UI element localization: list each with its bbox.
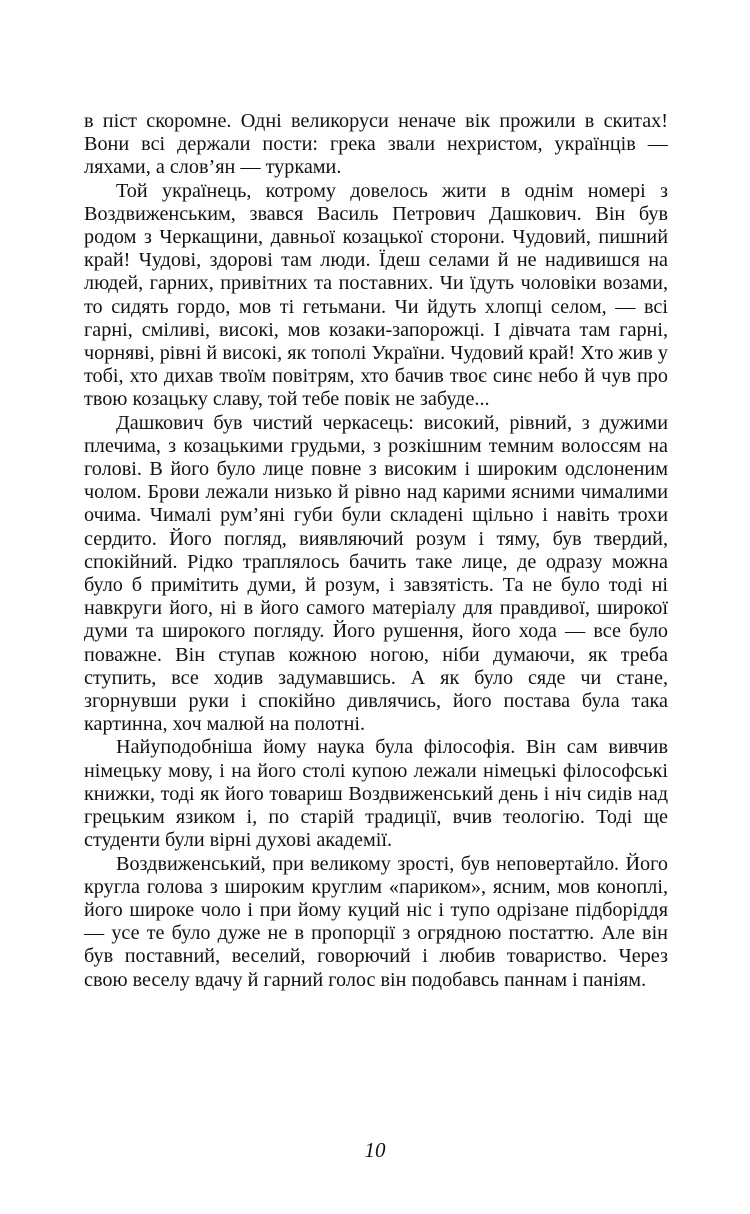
paragraph-2: Той українець, котрому довелось жити в однім номері з Воздвиженським, звався Василь Петрович Дашкович. Він був родом з Черкащини, давньої козацької сторони. Чудовий, пишний край! Чудові, здорові там люди. Їдеш селами й не надивишся на людей, гарних, привітних та поставних. Чи їдуть чоловіки возами, то сидять гордо, мов ті гетьмани. Чи йдуть хлопці селом, — всі гарні, сміливі, високі, мов козаки-запорожці. І дівчата там гарні, чорняві, рівні й високі, як тополі України. Чудовий край! Хто жив у тобі, хто дихав твоїм повітрям, хто бачив твоє синє небо й чув про твою козацьку славу, той тебе повік не забуде... (84, 179, 668, 411)
page-number: 10 (364, 1138, 386, 1162)
paragraph-5: Воздвиженський, при великому зрості, був неповертайло. Його кругла голова з широким круглим «париком», ясним, мов коноплі, його широке чоло і при йому куций ніс і тупо одрізане підборіддя — усе те було дуже не в пропорції з огрядною постаттю. Але він був поставний, веселий, говорючий і любив товариство. Через свою веселу вдачу й гарний голос він подобавсь паннам і паніям. (84, 852, 668, 991)
paragraph-4: Найуподобніша йому наука була філософія. Він сам вивчив німецьку мову, і на його столі купою лежали німецькі філософські книжки, тоді як його товариш Воздвиженський день і ніч сидів над грецьким язиком і, по старій традиції, вчив теологію. Тоді ще студенти були вірні духові академії. (84, 736, 668, 852)
page-body (84, 110, 668, 992)
paragraph-3: Дашкович був чистий черкасець: високий, рівний, з дужими плечима, з козацькими грудьми, з розкішним темним волоссям на голові. В його було лице повне з високим і широким одслоненим чолом. Брови лежали низько й рівно над карими ясними чималими очима. Чималі рум’яні губи були складені щільно і навіть трохи сердито. Його погляд, виявляючий розум і тяму, був твердий, спокійний. Рідко траплялось бачить таке лице, де одразу можна було б примітить думи, й розум, і завзятість. Та не було тоді ні навкруги його, ні в його самого матеріалу для правдивої, широкої думи та широкого погляду. Його рушення, його хода — все було поважне. Він ступав кожною ногою, ніби думаючи, як треба ступить, все ходив задумавшись. А як було сяде чи стане, згорнувши руки і спокійно дивлячись, його постава була така картинна, хоч малюй на полотні. (84, 411, 668, 736)
paragraph-1: в піст скоромне. Одні великоруси неначе вік прожили в скитах! Вони всі держали пости: грека звали нехристом, українців — ляхами, а слов’ян — турками. (84, 110, 668, 179)
